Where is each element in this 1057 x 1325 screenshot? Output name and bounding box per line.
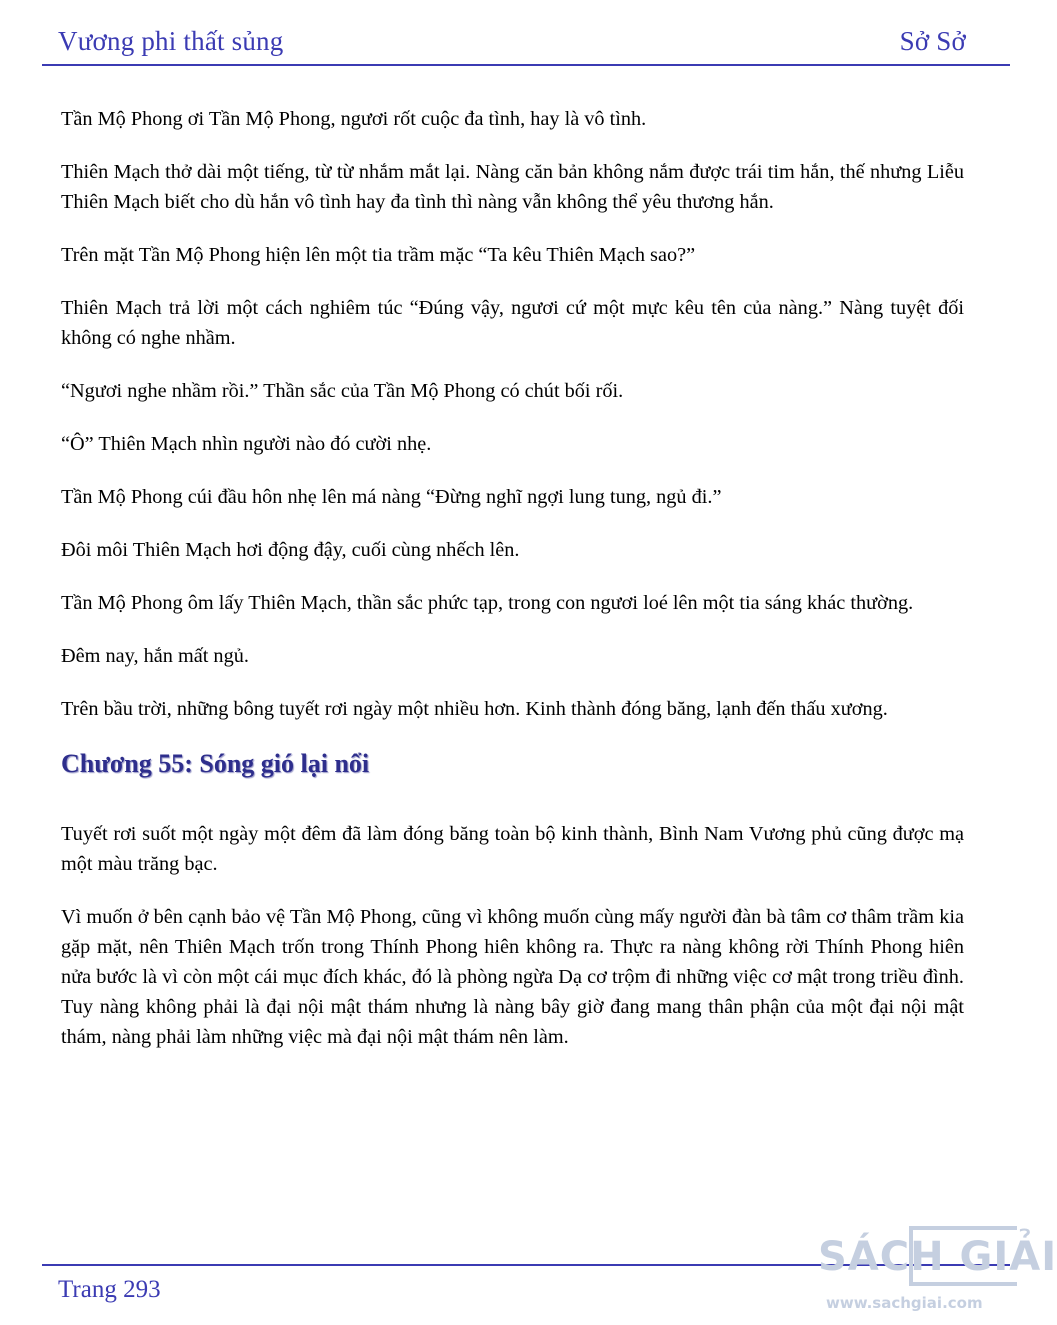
page-number: Trang 293 [58, 1276, 161, 1303]
paragraph: Tần Mộ Phong ơi Tần Mộ Phong, ngươi rốt cuộc đa tình, hay là vô tình. [61, 108, 647, 130]
paragraph: Đêm nay, hắn mất ngủ. [61, 645, 249, 667]
paragraph: Trên mặt Tần Mộ Phong hiện lên một tia trầm mặc “Ta kêu Thiên Mạch sao?” [61, 244, 696, 266]
paragraph: “Ngươi nghe nhầm rồi.” Thần sắc của Tần Mộ Phong có chút bối rối. [61, 380, 624, 402]
paragraph: Vì muốn ở bên cạnh bảo vệ Tần Mộ Phong, cũng vì không muốn cùng mấy người đàn bà tâm cơ thâm trầm kia gặp mặt, nên Thiên Mạch trốn trong Thính Phong hiên không ra. Thực ra nàng không rời Thính Phong hiên nửa bước là vì còn một cái mục đích khác, đó là phòng ngừa Dạ cơ trộm đi những việc cơ mật trong triều đình. Tuy nàng không phải là đại nội mật thám nhưng là nàng bây giờ đang mang thân phận của một đại nội mật thám, nàng phải làm những việc mà đại nội mật thám nên làm. [61, 906, 964, 1048]
paragraph: Trên bầu trời, những bông tuyết rơi ngày một nhiều hơn. Kinh thành đóng băng, lạnh đến thấu xương. [61, 698, 888, 720]
paragraph: Tần Mộ Phong cúi đầu hôn nhẹ lên má nàng “Đừng nghĩ ngợi lung tung, ngủ đi.” [61, 486, 722, 508]
paragraph: Thiên Mạch thở dài một tiếng, từ từ nhắm mắt lại. Nàng căn bản không nắm được trái tim hắn, thế nhưng Liễu Thiên Mạch biết cho dù hắn vô tình hay đa tình thì nàng vẫn không thể yêu thương hắn. [61, 161, 964, 213]
chapter-heading: Chương 55: Sóng gió lại nổi [61, 749, 370, 778]
book-title: Vương phi thất sủng [58, 26, 284, 56]
header-divider [42, 64, 1010, 66]
watermark-url: www.sachgiai.com [826, 1294, 983, 1312]
page-header [58, 22, 966, 62]
paragraph: Tần Mộ Phong ôm lấy Thiên Mạch, thần sắc phức tạp, trong con ngươi loé lên một tia sáng khác thường. [61, 592, 914, 614]
paragraph: Đôi môi Thiên Mạch hơi động đậy, cuối cùng nhếch lên. [61, 539, 520, 561]
paragraph: Tuyết rơi suốt một ngày một đêm đã làm đóng băng toàn bộ kinh thành, Bình Nam Vương phủ cũng được mạ một màu trăng bạc. [61, 823, 964, 875]
page-body [61, 104, 964, 1075]
paragraph: “Ô” Thiên Mạch nhìn người nào đó cười nhẹ. [61, 433, 432, 455]
watermark-logo [818, 1226, 1057, 1321]
paragraph: Thiên Mạch trả lời một cách nghiêm túc “Đúng vậy, ngươi cứ một mực kêu tên của nàng.” Nàng tuyệt đối không có nghe nhầm. [61, 297, 964, 349]
watermark-logo-text: SÁCH GIẢI [818, 1234, 1057, 1280]
book-author: Sở Sở [899, 26, 966, 56]
